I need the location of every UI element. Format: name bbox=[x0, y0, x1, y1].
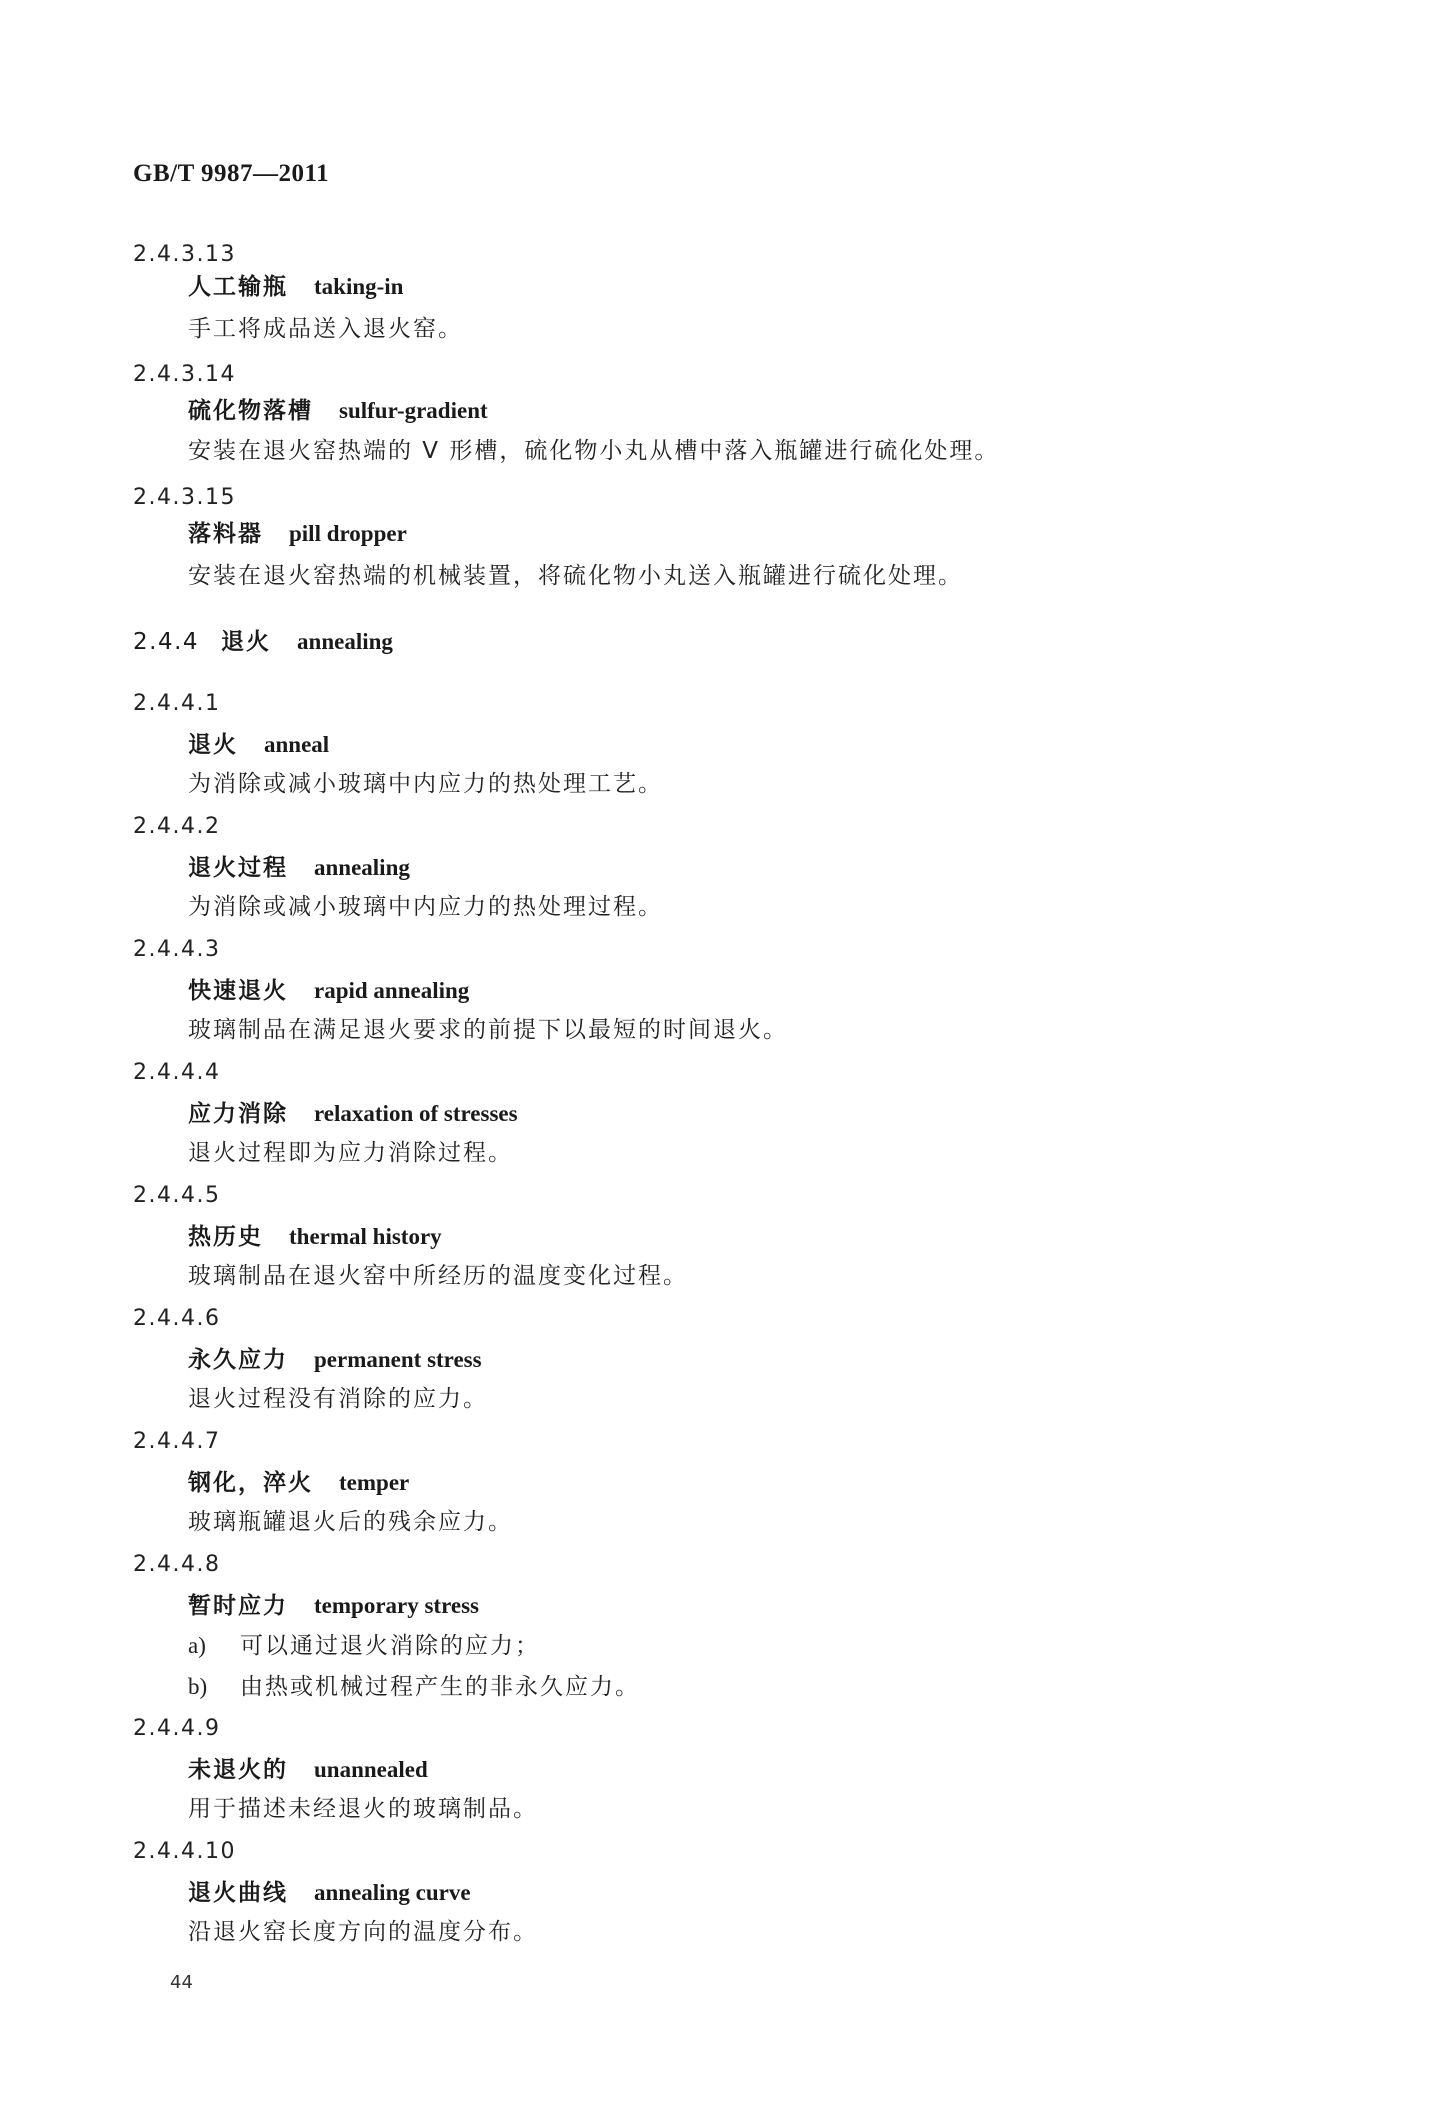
section-title-zh: 退火 bbox=[221, 629, 272, 655]
entry-term bbox=[188, 275, 403, 299]
entry-term bbox=[188, 1102, 518, 1126]
list-text: 由热或机械过程产生的非永久应力。 bbox=[240, 1674, 640, 1700]
entry-definition: 为消除或减小玻璃中内应力的热处理过程。 bbox=[188, 894, 663, 920]
term-zh: 应力消除 bbox=[188, 1101, 288, 1127]
entry-definition: 玻璃制品在退火窑中所经历的温度变化过程。 bbox=[188, 1263, 688, 1289]
section-heading bbox=[133, 630, 393, 654]
entry-number: 2.4.4.9 bbox=[133, 1716, 221, 1741]
section-number: 2.4.4 bbox=[133, 629, 200, 655]
entry-term bbox=[188, 979, 469, 1003]
entry-definition: 安装在退火窑热端的 V 形槽，硫化物小丸从槽中落入瓶罐进行硫化处理。 bbox=[188, 438, 1000, 464]
term-zh: 暂时应力 bbox=[188, 1593, 288, 1619]
list-item bbox=[188, 1634, 540, 1658]
term-en: relaxation of stresses bbox=[314, 1101, 518, 1126]
entry-definition: 安装在退火窑热端的机械装置，将硫化物小丸送入瓶罐进行硫化处理。 bbox=[188, 563, 963, 589]
term-zh: 退火曲线 bbox=[188, 1880, 288, 1906]
entry-number: 2.4.3.15 bbox=[133, 485, 236, 510]
entry-term bbox=[188, 399, 488, 423]
term-zh: 热历史 bbox=[188, 1224, 263, 1250]
term-zh: 未退火的 bbox=[188, 1757, 288, 1783]
entry-number: 2.4.4.5 bbox=[133, 1183, 221, 1208]
entry-term bbox=[188, 1881, 471, 1905]
entry-number: 2.4.4.2 bbox=[133, 814, 221, 839]
list-marker: b) bbox=[188, 1674, 208, 1699]
entry-term bbox=[188, 1225, 442, 1249]
entry-number: 2.4.4.3 bbox=[133, 937, 221, 962]
entry-definition: 手工将成品送入退火窑。 bbox=[188, 316, 463, 342]
list-item bbox=[188, 1675, 640, 1699]
entry-number: 2.4.4.6 bbox=[133, 1306, 221, 1331]
term-en: taking-in bbox=[314, 274, 404, 299]
page-number: 44 bbox=[170, 1972, 193, 1993]
term-en: temper bbox=[339, 1470, 410, 1495]
term-en: pill dropper bbox=[289, 521, 407, 546]
term-en: anneal bbox=[264, 732, 330, 757]
section-title-en: annealing bbox=[297, 629, 393, 654]
term-en: annealing curve bbox=[314, 1880, 471, 1905]
term-zh: 退火过程 bbox=[188, 855, 288, 881]
term-en: permanent stress bbox=[314, 1347, 482, 1372]
term-zh: 钢化，淬火 bbox=[188, 1470, 313, 1496]
entry-number: 2.4.4.10 bbox=[133, 1839, 236, 1864]
entry-term bbox=[188, 1471, 409, 1495]
list-text: 可以通过退火消除的应力； bbox=[240, 1633, 540, 1659]
entry-number: 2.4.4.4 bbox=[133, 1060, 221, 1085]
entry-number: 2.4.4.7 bbox=[133, 1429, 221, 1454]
term-en: annealing bbox=[314, 855, 410, 880]
entry-number: 2.4.4.8 bbox=[133, 1552, 221, 1577]
entry-definition: 为消除或减小玻璃中内应力的热处理工艺。 bbox=[188, 771, 663, 797]
entry-definition: 沿退火窑长度方向的温度分布。 bbox=[188, 1919, 538, 1945]
entry-term bbox=[188, 1594, 479, 1618]
entry-term bbox=[188, 1348, 482, 1372]
term-en: sulfur-gradient bbox=[339, 398, 488, 423]
term-en: rapid annealing bbox=[314, 978, 470, 1003]
list-marker: a) bbox=[188, 1633, 206, 1658]
standard-code-header: GB/T 9987—2011 bbox=[133, 160, 330, 187]
entry-number: 2.4.3.14 bbox=[133, 362, 236, 387]
entry-definition: 退火过程没有消除的应力。 bbox=[188, 1386, 488, 1412]
entry-term bbox=[188, 522, 407, 546]
term-zh: 落料器 bbox=[188, 521, 263, 547]
term-zh: 快速退火 bbox=[188, 978, 288, 1004]
entry-term bbox=[188, 856, 410, 880]
term-zh: 退火 bbox=[188, 732, 238, 758]
entry-definition: 玻璃制品在满足退火要求的前提下以最短的时间退火。 bbox=[188, 1017, 788, 1043]
entry-definition: 退火过程即为应力消除过程。 bbox=[188, 1140, 513, 1166]
term-zh: 永久应力 bbox=[188, 1347, 288, 1373]
term-zh: 硫化物落槽 bbox=[188, 398, 313, 424]
term-en: unannealed bbox=[314, 1757, 428, 1782]
term-en: thermal history bbox=[289, 1224, 442, 1249]
term-en: temporary stress bbox=[314, 1593, 479, 1618]
entry-definition: 玻璃瓶罐退火后的残余应力。 bbox=[188, 1509, 513, 1535]
entry-term bbox=[188, 733, 329, 757]
entry-number: 2.4.4.1 bbox=[133, 691, 221, 716]
term-zh: 人工输瓶 bbox=[188, 274, 288, 300]
entry-term bbox=[188, 1758, 428, 1782]
entry-number: 2.4.3.13 bbox=[133, 242, 236, 267]
entry-definition: 用于描述未经退火的玻璃制品。 bbox=[188, 1796, 538, 1822]
